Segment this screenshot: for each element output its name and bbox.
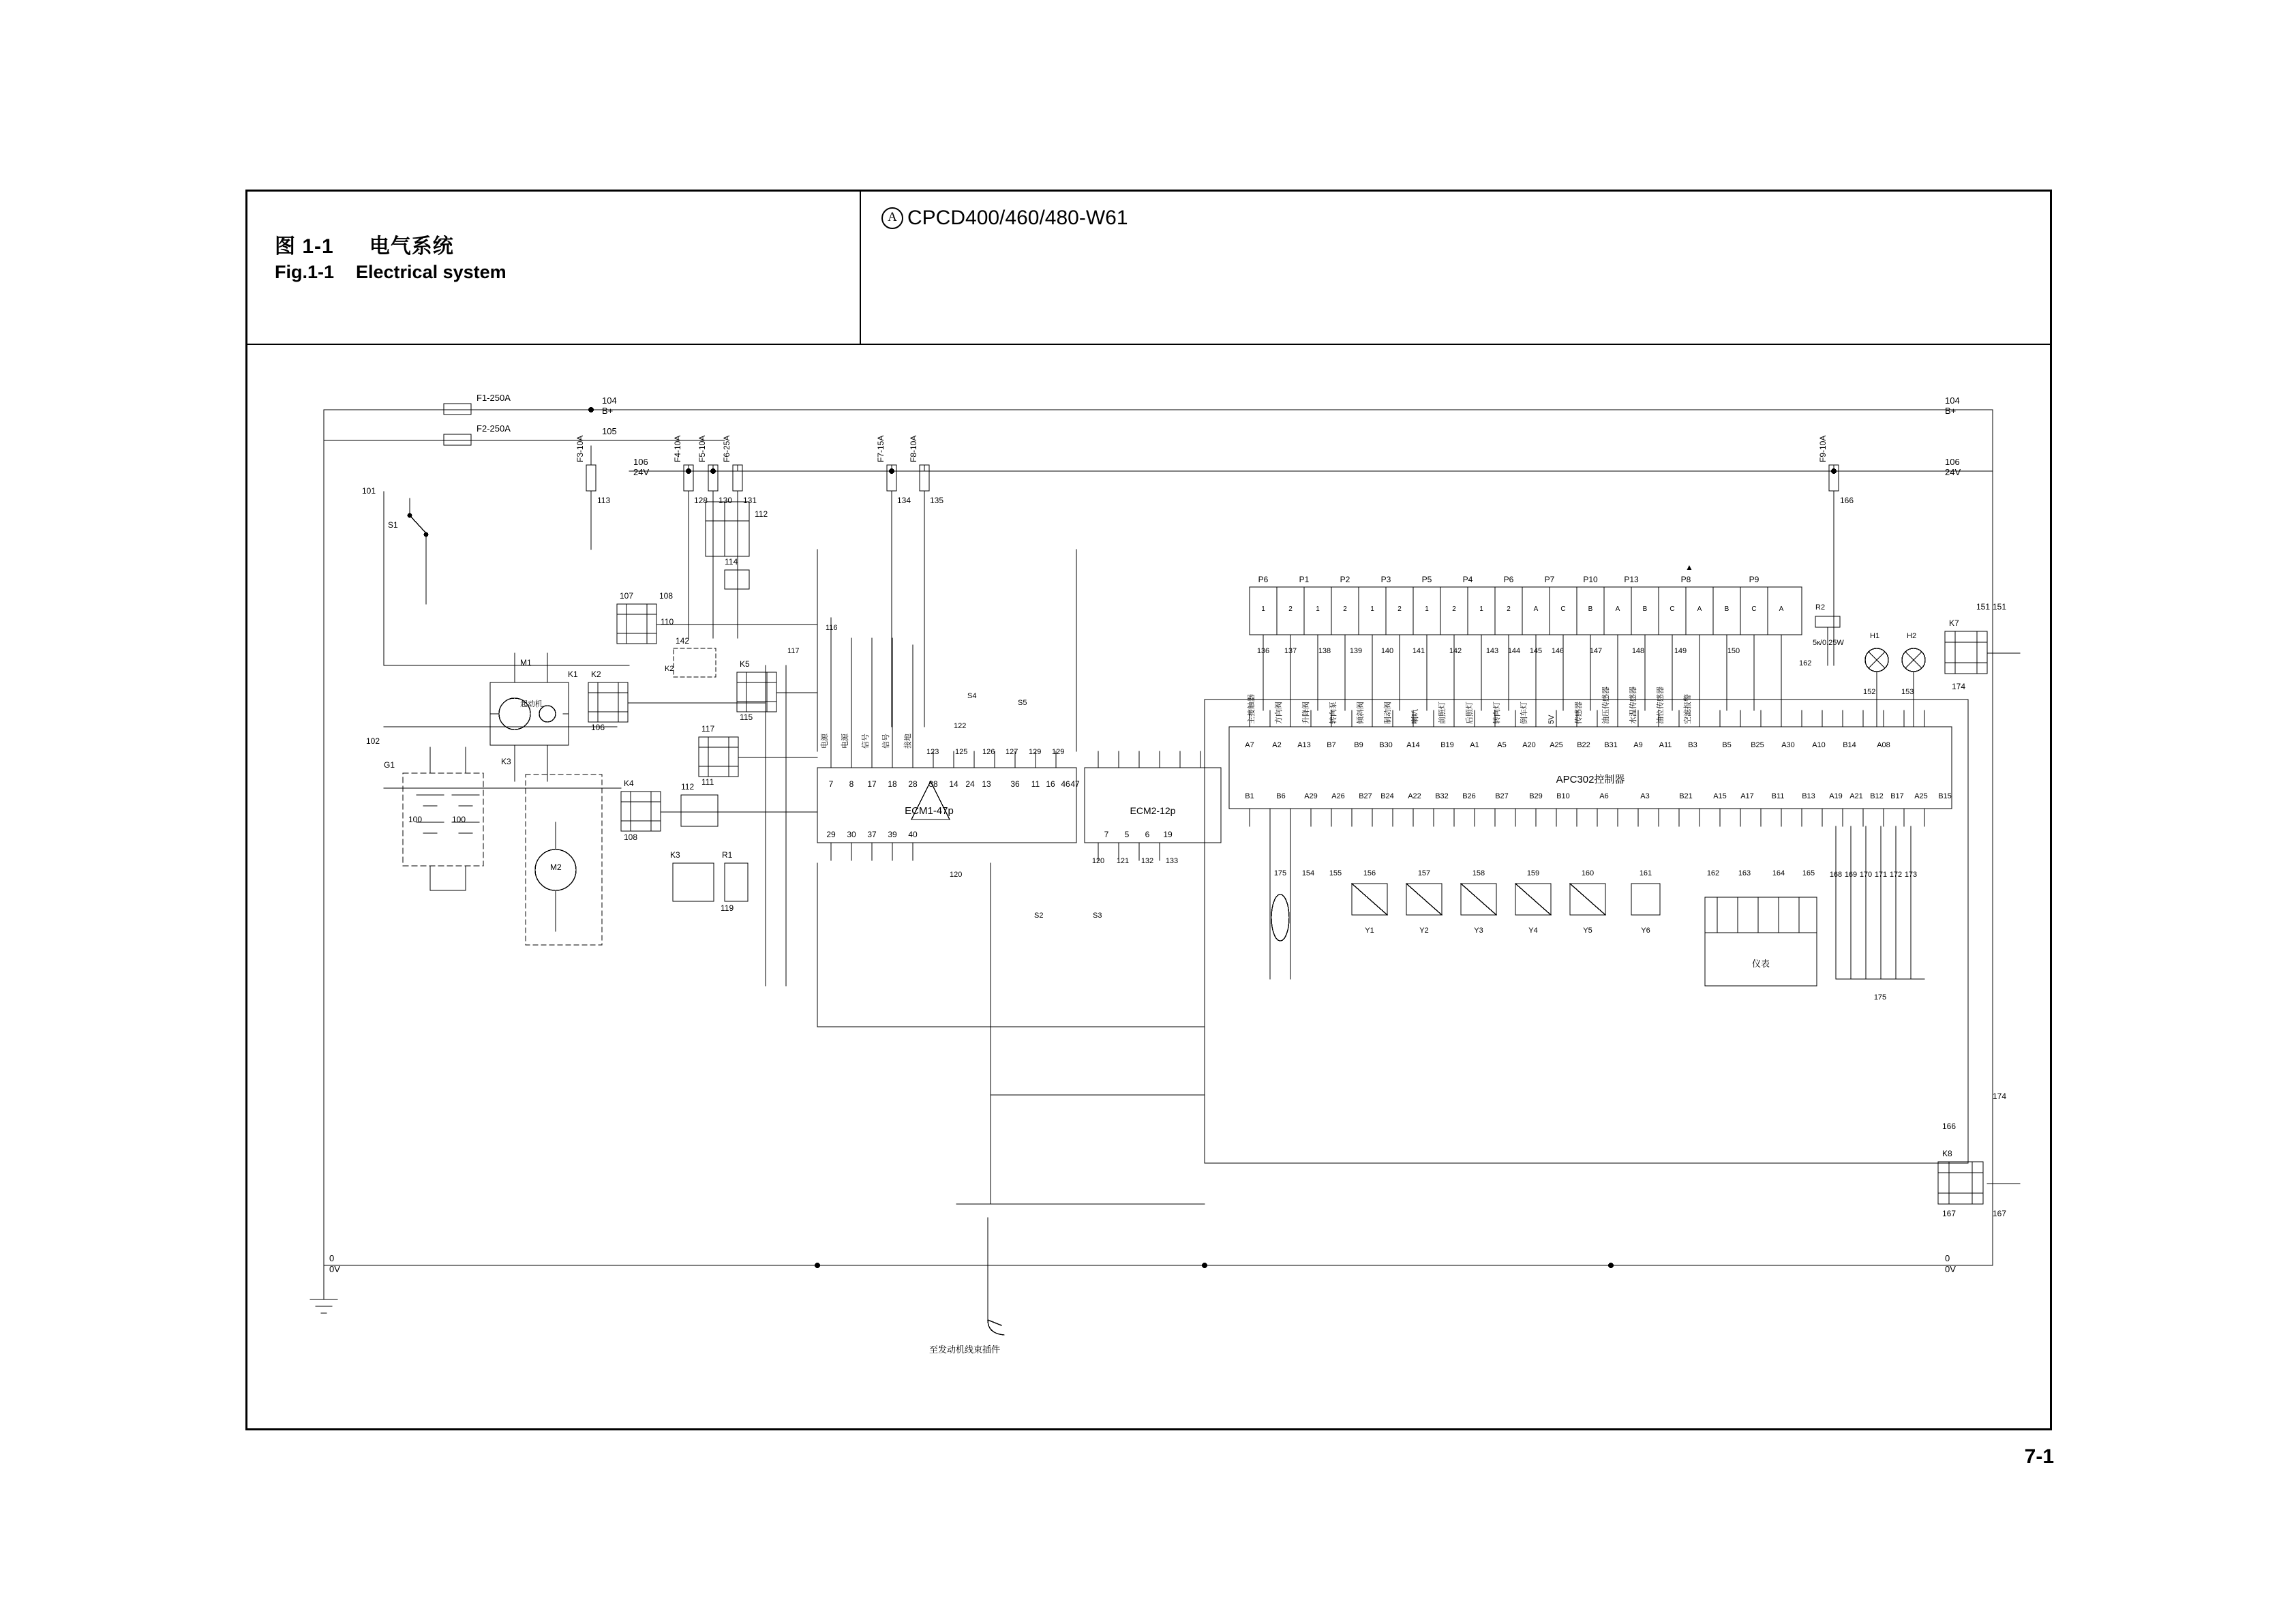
svg-text:P6: P6 [1503, 575, 1514, 584]
svg-text:传感器: 传感器 [1575, 702, 1583, 724]
svg-text:B19: B19 [1440, 741, 1454, 749]
svg-text:149: 149 [1674, 647, 1687, 655]
svg-text:B25: B25 [1751, 741, 1764, 749]
svg-text:142: 142 [1449, 647, 1462, 655]
svg-text:5V: 5V [1547, 715, 1556, 724]
svg-text:R2: R2 [1815, 603, 1826, 612]
svg-text:B24: B24 [1380, 792, 1394, 800]
svg-text:121: 121 [1116, 857, 1130, 865]
svg-text:喇叭: 喇叭 [1411, 709, 1419, 724]
figure-caption-cn [275, 229, 454, 259]
svg-text:A25: A25 [1914, 792, 1928, 800]
svg-text:S4: S4 [967, 692, 977, 700]
svg-text:A25: A25 [1550, 741, 1563, 749]
svg-text:108: 108 [624, 832, 638, 842]
svg-text:A20: A20 [1522, 741, 1536, 749]
svg-text:Y4: Y4 [1528, 927, 1538, 935]
svg-text:107: 107 [620, 591, 634, 601]
svg-text:转向灯: 转向灯 [1493, 702, 1501, 724]
svg-text:P1: P1 [1299, 575, 1310, 584]
svg-text:水温传感器: 水温传感器 [1629, 687, 1637, 724]
svg-text:0: 0 [1945, 1253, 1950, 1263]
svg-text:114: 114 [725, 557, 738, 567]
svg-text:106: 106 [633, 457, 648, 467]
svg-text:C: C [1670, 605, 1675, 613]
svg-text:P9: P9 [1749, 575, 1759, 584]
svg-text:46: 46 [1061, 779, 1070, 789]
svg-text:102: 102 [366, 736, 380, 746]
svg-text:1: 1 [1316, 605, 1320, 613]
svg-text:K1: K1 [568, 670, 578, 679]
svg-text:110: 110 [661, 617, 674, 627]
svg-text:B3: B3 [1688, 741, 1697, 749]
svg-text:B14: B14 [1843, 741, 1856, 749]
svg-text:40: 40 [908, 830, 918, 839]
svg-text:A7: A7 [1245, 741, 1254, 749]
svg-text:19: 19 [1163, 830, 1173, 839]
svg-text:制动阀: 制动阀 [1384, 702, 1392, 724]
svg-text:112: 112 [755, 509, 768, 519]
svg-text:A08: A08 [1877, 741, 1890, 749]
svg-text:119: 119 [721, 903, 734, 913]
svg-text:47: 47 [1070, 779, 1080, 789]
svg-text:A5: A5 [1497, 741, 1507, 749]
svg-text:129: 129 [1029, 748, 1042, 756]
figure-number-en: Fig.1-1 [275, 262, 335, 282]
svg-text:升降阀: 升降阀 [1302, 702, 1310, 724]
svg-text:166: 166 [1942, 1122, 1957, 1131]
svg-text:132: 132 [1141, 857, 1154, 865]
title-block [247, 192, 2050, 345]
svg-text:B32: B32 [1435, 792, 1449, 800]
svg-text:B15: B15 [1938, 792, 1952, 800]
svg-text:1: 1 [1370, 605, 1374, 613]
svg-text:P10: P10 [1583, 575, 1598, 584]
svg-text:28: 28 [908, 779, 918, 789]
svg-text:169: 169 [1844, 871, 1858, 879]
svg-text:K2: K2 [591, 670, 601, 679]
svg-text:K5: K5 [740, 659, 750, 669]
svg-text:P5: P5 [1421, 575, 1432, 584]
svg-text:B27: B27 [1359, 792, 1372, 800]
page-number: 7-1 [2024, 1445, 2054, 1468]
svg-text:162: 162 [1799, 659, 1812, 667]
svg-text:B: B [1588, 605, 1593, 613]
svg-text:104: 104 [602, 395, 617, 406]
svg-text:117: 117 [701, 724, 715, 734]
svg-text:7: 7 [1104, 830, 1109, 839]
svg-text:105: 105 [602, 426, 617, 436]
svg-text:117: 117 [787, 647, 800, 655]
svg-text:106: 106 [1945, 457, 1960, 467]
svg-text:16: 16 [1046, 779, 1055, 789]
svg-text:B: B [1724, 605, 1729, 613]
svg-text:B+: B+ [1945, 406, 1957, 416]
svg-text:120: 120 [1091, 857, 1105, 865]
svg-text:Y2: Y2 [1419, 927, 1429, 935]
svg-text:F8-10A: F8-10A [909, 435, 918, 462]
svg-text:B6: B6 [1276, 792, 1286, 800]
svg-text:167: 167 [1942, 1209, 1957, 1218]
svg-text:A15: A15 [1713, 792, 1727, 800]
svg-text:后照灯: 后照灯 [1466, 702, 1474, 724]
svg-text:120: 120 [950, 871, 963, 879]
svg-text:B13: B13 [1802, 792, 1815, 800]
svg-text:接地: 接地 [904, 734, 912, 749]
svg-text:160: 160 [1581, 869, 1595, 877]
svg-text:A10: A10 [1812, 741, 1826, 749]
drawing-frame [245, 190, 2052, 1430]
svg-text:B: B [1642, 605, 1648, 613]
svg-text:K3: K3 [670, 850, 680, 860]
svg-text:173: 173 [1904, 871, 1918, 879]
svg-text:24: 24 [965, 779, 975, 789]
svg-text:K7: K7 [1949, 618, 1959, 628]
svg-text:2: 2 [1507, 605, 1511, 613]
svg-text:115: 115 [740, 712, 753, 722]
svg-text:F9-10A: F9-10A [1818, 435, 1828, 462]
svg-text:148: 148 [1631, 647, 1645, 655]
svg-text:162: 162 [1706, 869, 1720, 877]
svg-text:P7: P7 [1544, 575, 1555, 584]
svg-text:A17: A17 [1740, 792, 1754, 800]
svg-text:175: 175 [1873, 993, 1887, 1002]
svg-text:151: 151 [1993, 602, 2007, 612]
svg-text:P2: P2 [1340, 575, 1350, 584]
svg-text:H1: H1 [1870, 632, 1880, 640]
svg-text:151: 151 [1976, 602, 1991, 612]
svg-text:B10: B10 [1556, 792, 1570, 800]
svg-text:P4: P4 [1462, 575, 1473, 584]
svg-text:K2: K2 [665, 665, 674, 673]
svg-text:136: 136 [1256, 647, 1270, 655]
svg-text:1: 1 [1261, 605, 1265, 613]
svg-text:H2: H2 [1907, 632, 1917, 640]
svg-text:A29: A29 [1304, 792, 1318, 800]
svg-text:F4-10A: F4-10A [673, 435, 682, 462]
svg-text:A22: A22 [1408, 792, 1421, 800]
svg-text:B11: B11 [1771, 792, 1785, 800]
svg-text:140: 140 [1380, 647, 1394, 655]
svg-text:128: 128 [694, 496, 708, 505]
svg-text:K4: K4 [624, 779, 634, 788]
svg-text:1: 1 [1479, 605, 1483, 613]
svg-text:5: 5 [1124, 830, 1130, 839]
svg-text:101: 101 [362, 486, 376, 496]
svg-text:133: 133 [1165, 857, 1179, 865]
svg-text:38: 38 [928, 779, 938, 789]
svg-text:164: 164 [1772, 869, 1785, 877]
svg-text:F5-10A: F5-10A [697, 435, 707, 462]
svg-text:油压传感器: 油压传感器 [1602, 687, 1610, 724]
svg-text:6: 6 [1145, 830, 1150, 839]
svg-text:F7-15A: F7-15A [876, 435, 886, 462]
svg-text:144: 144 [1507, 647, 1521, 655]
svg-text:APC302控制器: APC302控制器 [1556, 774, 1625, 785]
svg-text:131: 131 [743, 496, 757, 505]
svg-text:145: 145 [1529, 647, 1543, 655]
svg-text:A2: A2 [1272, 741, 1282, 749]
svg-text:166: 166 [1840, 496, 1854, 505]
svg-text:0: 0 [329, 1253, 335, 1263]
svg-text:A: A [1697, 605, 1702, 613]
svg-text:152: 152 [1863, 688, 1876, 696]
svg-text:135: 135 [930, 496, 944, 505]
svg-text:A3: A3 [1640, 792, 1650, 800]
svg-text:1: 1 [1425, 605, 1429, 613]
svg-text:167: 167 [1993, 1209, 2007, 1218]
figure-title-cn: 电气系统 [369, 235, 454, 258]
svg-text:转向泵: 转向泵 [1329, 702, 1338, 724]
svg-text:146: 146 [1551, 647, 1565, 655]
svg-text:147: 147 [1589, 647, 1603, 655]
svg-text:A: A [1779, 605, 1784, 613]
svg-text:起动机: 起动机 [520, 700, 543, 708]
svg-text:5к/0.25W: 5к/0.25W [1813, 639, 1844, 647]
svg-text:150: 150 [1727, 647, 1740, 655]
svg-text:30: 30 [847, 830, 856, 839]
svg-text:172: 172 [1889, 871, 1903, 879]
svg-text:B17: B17 [1890, 792, 1904, 800]
svg-text:A26: A26 [1331, 792, 1345, 800]
svg-text:157: 157 [1417, 869, 1431, 877]
svg-text:A1: A1 [1470, 741, 1479, 749]
svg-text:仪表: 仪表 [1751, 959, 1770, 969]
svg-text:M2: M2 [550, 862, 562, 872]
svg-text:126: 126 [982, 748, 995, 756]
svg-text:36: 36 [1010, 779, 1020, 789]
svg-text:A30: A30 [1781, 741, 1795, 749]
svg-text:138: 138 [1318, 647, 1331, 655]
svg-text:ECM1-47p: ECM1-47p [905, 805, 954, 817]
svg-text:B1: B1 [1245, 792, 1254, 800]
svg-text:165: 165 [1802, 869, 1815, 877]
svg-text:106: 106 [591, 723, 605, 732]
svg-text:K3: K3 [501, 757, 511, 766]
svg-text:A6: A6 [1599, 792, 1609, 800]
svg-text:153: 153 [1901, 688, 1914, 696]
svg-text:P8: P8 [1680, 575, 1691, 584]
figure-number-cn: 图 1-1 [275, 235, 334, 258]
svg-text:至发动机线束插件: 至发动机线束插件 [928, 1344, 1001, 1355]
svg-text:125: 125 [955, 748, 968, 756]
svg-text:倒车灯: 倒车灯 [1520, 702, 1528, 724]
svg-text:11: 11 [1031, 779, 1040, 789]
svg-text:134: 134 [897, 496, 911, 505]
svg-text:2: 2 [1343, 605, 1347, 613]
svg-text:F6-25A: F6-25A [722, 435, 731, 462]
svg-text:100: 100 [452, 815, 466, 824]
svg-text:24V: 24V [1945, 467, 1961, 477]
svg-text:129: 129 [1052, 748, 1065, 756]
svg-text:Y6: Y6 [1641, 927, 1650, 935]
svg-text:信号: 信号 [862, 734, 870, 749]
svg-text:104: 104 [1945, 395, 1960, 406]
svg-text:116: 116 [826, 624, 838, 632]
wire-code-105: F2-250A [477, 423, 511, 434]
svg-text:A13: A13 [1297, 741, 1311, 749]
svg-text:B12: B12 [1870, 792, 1884, 800]
svg-text:112: 112 [681, 782, 695, 792]
svg-text:139: 139 [1349, 647, 1363, 655]
svg-text:111: 111 [701, 777, 714, 787]
svg-text:B21: B21 [1679, 792, 1693, 800]
svg-text:143: 143 [1485, 647, 1499, 655]
svg-text:▲: ▲ [1685, 562, 1693, 572]
svg-text:14: 14 [949, 779, 958, 789]
svg-text:B+: B+ [602, 406, 614, 416]
svg-text:37: 37 [867, 830, 877, 839]
svg-text:155: 155 [1329, 869, 1342, 877]
svg-text:39: 39 [888, 830, 897, 839]
svg-text:空滤报警: 空滤报警 [1684, 694, 1692, 724]
svg-text:方向阀: 方向阀 [1275, 702, 1283, 724]
model-designation [881, 207, 1128, 230]
svg-text:2: 2 [1452, 605, 1456, 613]
svg-text:信号: 信号 [882, 734, 890, 749]
svg-text:174: 174 [1993, 1092, 2007, 1101]
svg-text:174: 174 [1952, 682, 1966, 691]
svg-text:123: 123 [926, 748, 939, 756]
svg-text:0V: 0V [329, 1264, 340, 1274]
svg-text:154: 154 [1301, 869, 1315, 877]
svg-text:122: 122 [954, 722, 967, 730]
svg-text:C: C [1751, 605, 1757, 613]
svg-text:R1: R1 [722, 850, 733, 860]
svg-text:P3: P3 [1380, 575, 1391, 584]
revision-mark-icon: A [881, 207, 903, 229]
svg-text:B27: B27 [1495, 792, 1509, 800]
svg-text:A19: A19 [1829, 792, 1843, 800]
svg-text:17: 17 [867, 779, 877, 789]
svg-text:130: 130 [719, 496, 733, 505]
svg-text:171: 171 [1874, 871, 1888, 879]
svg-text:24V: 24V [633, 467, 650, 477]
svg-text:S2: S2 [1034, 912, 1044, 920]
svg-text:G1: G1 [384, 760, 395, 770]
schematic-drawing [247, 345, 2050, 1428]
svg-text:K8: K8 [1942, 1149, 1952, 1158]
svg-text:2: 2 [1288, 605, 1293, 613]
svg-text:Y3: Y3 [1474, 927, 1483, 935]
svg-text:B22: B22 [1577, 741, 1590, 749]
svg-text:M1: M1 [520, 658, 532, 667]
svg-text:161: 161 [1639, 869, 1652, 877]
svg-text:B5: B5 [1722, 741, 1732, 749]
svg-text:158: 158 [1472, 869, 1485, 877]
wire-code-104: F1-250A [477, 393, 511, 403]
svg-text:P6: P6 [1258, 575, 1269, 584]
svg-text:S3: S3 [1093, 912, 1102, 920]
svg-text:113: 113 [597, 496, 611, 505]
svg-text:A11: A11 [1659, 741, 1672, 749]
svg-text:159: 159 [1526, 869, 1540, 877]
svg-text:Y1: Y1 [1365, 927, 1374, 935]
svg-text:A21: A21 [1849, 792, 1863, 800]
svg-text:29: 29 [826, 830, 836, 839]
wiring-diagram-svg [247, 345, 2050, 1428]
svg-text:C: C [1560, 605, 1566, 613]
svg-text:S1: S1 [388, 520, 398, 530]
svg-text:18: 18 [888, 779, 897, 789]
svg-text:倾斜阀: 倾斜阀 [1357, 702, 1365, 724]
svg-text:前照灯: 前照灯 [1438, 702, 1447, 724]
svg-text:A9: A9 [1633, 741, 1643, 749]
svg-text:B26: B26 [1462, 792, 1476, 800]
svg-text:142: 142 [676, 636, 690, 646]
svg-text:2: 2 [1398, 605, 1402, 613]
svg-text:油位传感器: 油位传感器 [1657, 687, 1665, 724]
svg-text:175: 175 [1273, 869, 1287, 877]
svg-text:主接触器: 主接触器 [1248, 694, 1256, 724]
svg-text:B29: B29 [1529, 792, 1543, 800]
svg-text:B30: B30 [1379, 741, 1393, 749]
svg-text:127: 127 [1006, 748, 1018, 756]
svg-text:A14: A14 [1406, 741, 1420, 749]
svg-text:A: A [1533, 605, 1539, 613]
figure-caption-en [275, 262, 507, 283]
svg-text:137: 137 [1284, 647, 1297, 655]
svg-text:Y5: Y5 [1583, 927, 1592, 935]
svg-text:ECM2-12p: ECM2-12p [1130, 805, 1176, 816]
svg-text:A: A [1615, 605, 1620, 613]
svg-text:156: 156 [1363, 869, 1376, 877]
svg-text:100: 100 [408, 815, 423, 824]
svg-text:163: 163 [1738, 869, 1751, 877]
svg-text:F3-10A: F3-10A [575, 435, 585, 462]
svg-text:P13: P13 [1624, 575, 1639, 584]
svg-text:170: 170 [1859, 871, 1873, 879]
svg-text:108: 108 [659, 591, 674, 601]
svg-text:13: 13 [982, 779, 991, 789]
svg-text:168: 168 [1829, 871, 1843, 879]
svg-text:141: 141 [1412, 647, 1425, 655]
model-text: CPCD400/460/480-W61 [907, 207, 1128, 229]
figure-title-en: Electrical system [356, 262, 507, 282]
svg-text:电源: 电源 [841, 734, 849, 749]
svg-text:S5: S5 [1018, 699, 1027, 707]
svg-text:0V: 0V [1945, 1264, 1956, 1274]
svg-text:B7: B7 [1327, 741, 1336, 749]
svg-text:电源: 电源 [821, 734, 829, 749]
svg-text:7: 7 [828, 779, 834, 789]
svg-text:8: 8 [849, 779, 854, 789]
svg-text:B31: B31 [1604, 741, 1618, 749]
svg-text:B9: B9 [1354, 741, 1363, 749]
